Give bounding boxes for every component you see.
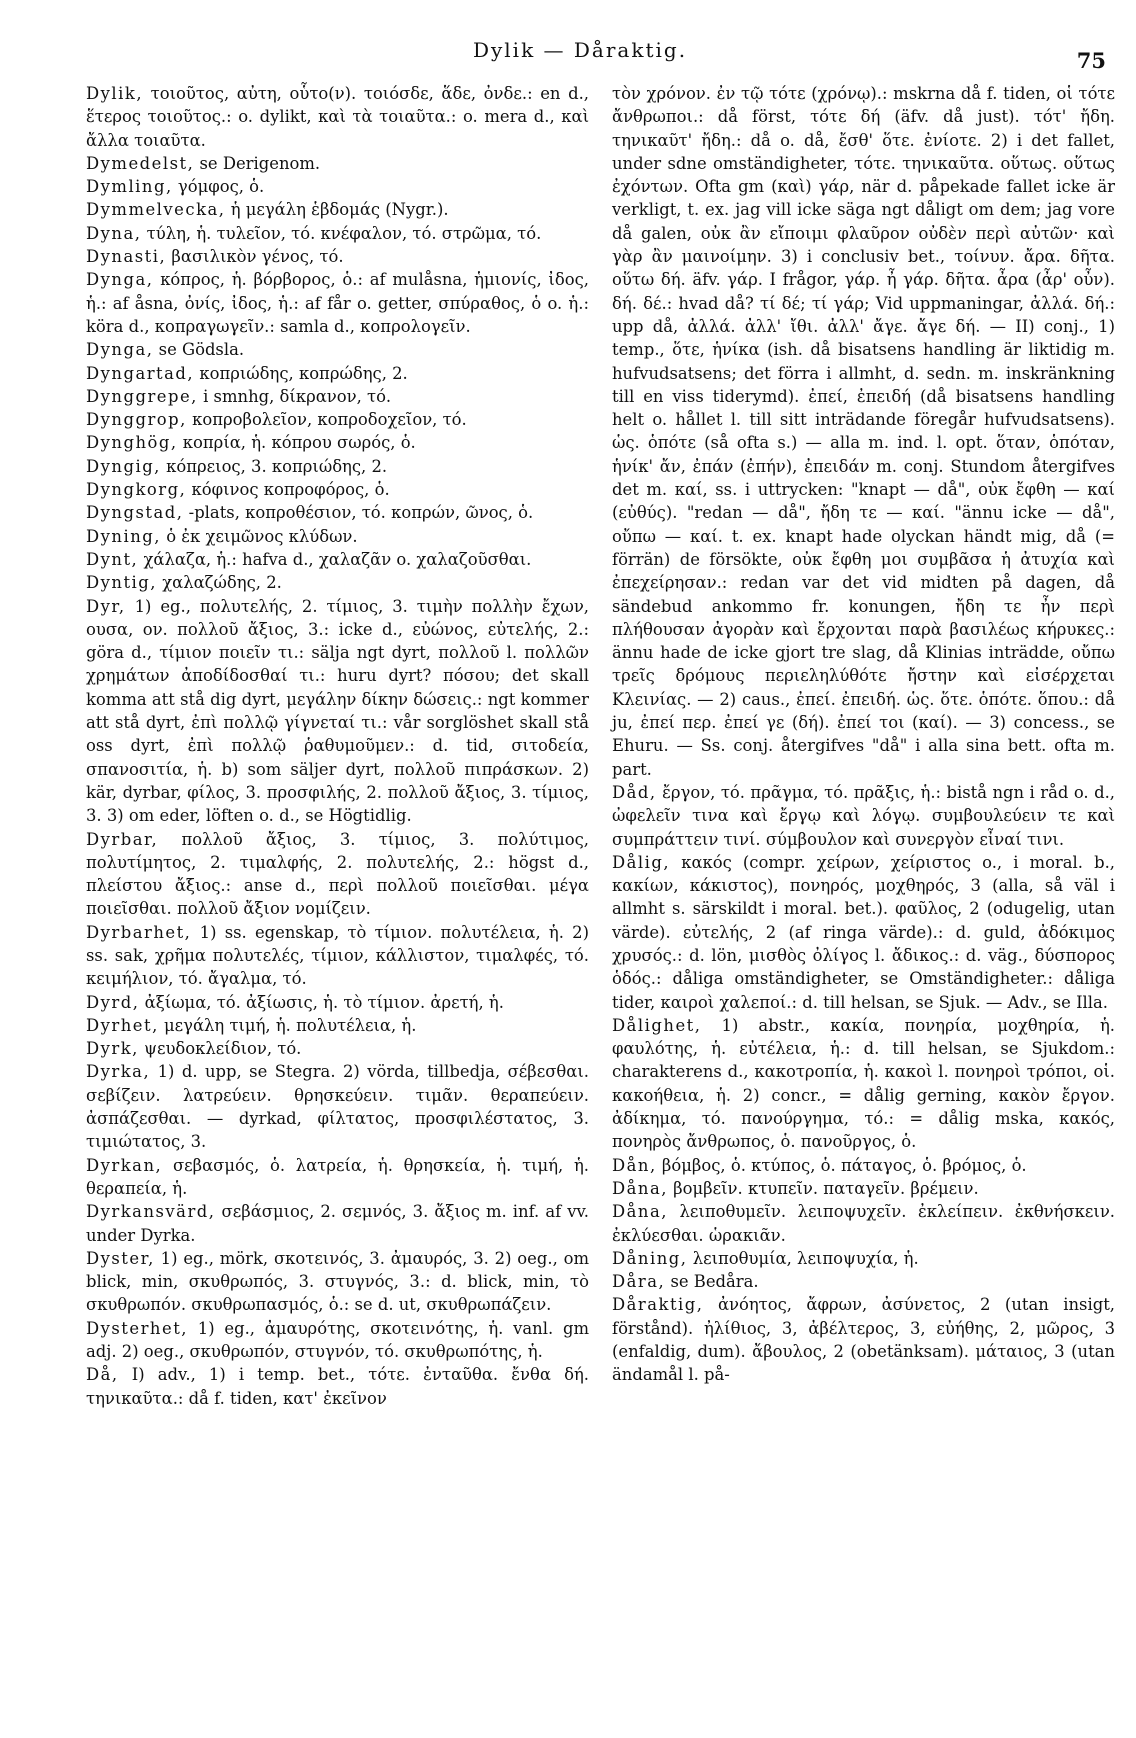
entry-text: πολλοῦ ἄξιος, 3. τίμιος, 3. πολύτιμος, πολυτίμητος, 2. τιμαλφής, 2. πολυτελής, 2.: högst d., πλείστου ἄξιος.: anse d., περὶ πολλοῦ ποιεῖσθαι. μέγα ποιεῖσθαι. πολλοῦ ἄξιον νομίζειν.: [86, 829, 589, 919]
entry-headword: Dyster,: [86, 1248, 155, 1268]
entry-headword: Dynga,: [86, 340, 154, 360]
entry-text: -plats, κοπροθέσιον, τό. κοπρών, ῶνος, ὁ.: [188, 503, 534, 523]
entry-headword: Dyning,: [86, 526, 161, 546]
dictionary-entry: [612, 1154, 1115, 1177]
entry-text: ψευδοκλείδιον, τό.: [144, 1039, 302, 1059]
dictionary-entry: [612, 1270, 1115, 1293]
entry-headword: Dyrkansvärd,: [86, 1202, 216, 1222]
entry-headword: Dyngstad,: [86, 503, 184, 523]
dictionary-entry: [86, 525, 589, 548]
entry-text: 1) d. upp, se Stegra. 2) vörda, tillbedja, σέβεσθαι. σεβίζειν. λατρεύειν. θρησκεύειν. τιμᾶν. θεραπεύειν. ἀσπάζεσθαι. — dyrkad, φίλτατος, προσφιλέστατος, 3. τιμιώτατος, 3.: [86, 1062, 589, 1152]
dictionary-entry: [86, 991, 589, 1014]
dictionary-entry: [86, 1317, 589, 1364]
entry-text: 1) eg., ἀμαυρότης, σκοτεινότης, ἡ. vanl. gm adj. 2) oeg., σκυθρωπόν, στυγνόν, τό. σκυθρωπότης, ἡ.: [86, 1318, 589, 1362]
entry-headword: Dymling,: [86, 177, 173, 197]
entry-headword: Dynga,: [86, 270, 154, 290]
dictionary-entry: [612, 82, 1115, 781]
entry-headword: Dåna,: [612, 1178, 668, 1198]
dictionary-entry: [86, 828, 589, 921]
dictionary-entry: [86, 478, 589, 501]
entry-headword: Dymedelst,: [86, 153, 195, 173]
dictionary-entry: [86, 175, 589, 198]
entry-text: σεβάσμιος, 2. σεμνός, 3. ἄξιος m. inf. af vv. under Dyrka.: [86, 1202, 589, 1245]
entry-text: τύλη, ἡ. τυλεῖον, τό. κνέφαλον, τό. στρῶμα, τό.: [146, 223, 542, 243]
dictionary-entry: [86, 1247, 589, 1317]
running-head: Dylik — Dåraktig.: [472, 38, 688, 62]
entry-headword: Dyngkorg,: [86, 480, 187, 500]
dictionary-entry: [86, 362, 589, 385]
entry-text: βομβεῖν. κτυπεῖν. παταγεῖν. βρέμειν.: [673, 1178, 979, 1198]
dictionary-entry: [86, 431, 589, 454]
entry-headword: Dynghög,: [86, 433, 178, 453]
entry-headword: Dyngartad,: [86, 363, 195, 383]
entry-text: 1) eg., mörk, σκοτεινός, 3. ἀμαυρός, 3. 2) oeg., om blick, min, σκυθρωπός, 3. στυγνός, 3.: d. blick, min, τὸ σκυθρωπόν. σκυθρωπασμός, ὁ.: se d. ut, σκυθρωπάζειν.: [86, 1248, 590, 1315]
entry-text: se Bedåra.: [670, 1272, 759, 1292]
entry-headword: Dysterhet,: [86, 1318, 188, 1338]
entry-text: τοιοῦτος, αὐτη, οὗτο(ν). τοιόσδε, ἅδε, ὀνδε.: en d., ἕτερος τοιοῦτος.: o. dylikt, καὶ τὰ τοιαῦτα.: o. mera d., καὶ ἄλλα τοιαῦτα.: [86, 84, 589, 150]
entry-headword: Dyrbarhet,: [86, 922, 192, 942]
page-number: 75: [1076, 48, 1106, 73]
dictionary-entry: [86, 82, 589, 152]
entry-text: κοπρία, ἡ. κόπρου σωρός, ὁ.: [182, 433, 416, 453]
dictionary-entry: [86, 1363, 589, 1410]
entry-headword: Dyrd,: [86, 992, 140, 1012]
entry-headword: Dålighet,: [612, 1015, 702, 1035]
entry-headword: Dynggrop,: [86, 410, 187, 430]
entry-headword: Dyna,: [86, 223, 142, 243]
entry-headword: Dåning,: [612, 1248, 688, 1268]
entry-text: 1) abstr., κακία, πονηρία, μοχθηρία, ἡ. φαυλότης, ἡ. εὐτέλεια, ἡ.: d. till helsan, se Sjukdom.: charakterens d., κακοτροπία, ἡ. κακοὶ l. πονηροὶ τρόποι, οἱ. κακοήθεια, ἡ. 2) concr., = dålig gerning, κακὸν ἔργον. ἀδίκημα, τό. πανούργημα, τό.: = dålig mska, κακός, πονηρὸς ἄνθρωπος, ὁ. πανοῦργος, ὁ.: [612, 1015, 1115, 1152]
entry-headword: Dåna,: [612, 1202, 668, 1222]
entry-headword: Dyrbar,: [86, 829, 159, 849]
dictionary-entry: [612, 851, 1115, 1014]
entry-headword: Dymmelvecka,: [86, 200, 226, 220]
dictionary-entry: [612, 1293, 1115, 1386]
dictionary-entry: [86, 595, 589, 828]
entry-text: μεγάλη τιμή, ἡ. πολυτέλεια, ἡ.: [164, 1015, 417, 1035]
dictionary-entry: [612, 1014, 1115, 1154]
entry-text: ἡ μεγάλη ἑβδομάς (Nygr.).: [230, 200, 449, 220]
entry-headword: Dynt,: [86, 549, 139, 569]
dictionary-entry: [86, 198, 589, 221]
entry-text: ἔργον, τό. πρᾶγμα, τό. πρᾶξις, ἡ.: bistå ngn i råd o. d., ὠφελεῖν τινα καὶ ἔργῳ καὶ λόγῳ. συμβουλεύειν τε καὶ συμπράττειν τινί. σύμβουλον καὶ συνεργὸν εἶναί τινι.: [612, 782, 1115, 849]
entry-headword: Dån,: [612, 1155, 657, 1175]
dictionary-entry: [86, 152, 589, 175]
dictionary-entry: [86, 245, 589, 268]
entry-text: ὁ ἐκ χειμῶνος κλύδων.: [166, 526, 358, 546]
left-column: [86, 82, 589, 1410]
entry-text: κοπροβολεῖον, κοπροδοχεῖον, τό.: [192, 410, 467, 430]
entry-text: βασιλικὸν γένος, τό.: [171, 247, 344, 267]
entry-headword: Dyrhet,: [86, 1015, 159, 1035]
dictionary-entry: [86, 408, 589, 431]
entry-text: se Derigenom.: [199, 153, 321, 173]
dictionary-entry: [612, 781, 1115, 851]
entry-headword: Dyrk,: [86, 1039, 139, 1059]
entry-text: γόμφος, ὁ.: [177, 177, 265, 197]
entry-headword: Dåra,: [612, 1272, 666, 1292]
entry-text: κοπριώδης, κοπρώδης, 2.: [199, 363, 408, 383]
dictionary-entry: [86, 1200, 589, 1247]
dictionary-entry: [612, 1200, 1115, 1247]
right-column: [612, 82, 1115, 1387]
entry-headword: Dåraktig,: [612, 1295, 704, 1315]
entry-text: βόμβος, ὁ. κτύπος, ὁ. πάταγος, ὁ. βρόμος, ὁ.: [661, 1155, 1027, 1175]
dictionary-entry: [86, 1154, 589, 1201]
dictionary-entry: [86, 338, 589, 361]
entry-text: τὸν χρόνον. ἐν τῷ τότε (χρόνῳ).: mskrna då f. tiden, οἱ τότε ἄνθρωποι.: då först, τότε δή (äfv. då just). τότ' ἤδη. τηνικαῦτ' ἤδη.: då o. då, ἔσθ' ὅτε. ἐνίοτε. 2) i det fallet, under sdne omständigheter, τότε. τηνικαῦτα. οὕτως. οὕτως ἐχόντων. Ofta gm (καὶ) γάρ, när d. påpekade fallet icke är verkligt, t. ex. jag vill icke säga ngt dåligt om dem; jag vore då galen, οὐκ ἂν εἴποιμι φλαῦρον οὐδὲν περὶ αὐτῶν· καὶ γὰρ ἂν μαινοίμην. 3) i conclusiv bet., τοίνυν. ἄρα. δῆτα. οὕτω δή. äfv. γάρ. I frågor, γάρ. ἦ γάρ. δῆτα. ἆρα (ἆρ' οὖν). δή. δέ.: hvad då? τί δέ; τί γάρ; Vid uppmaningar, ἀλλά. δή.: upp då, ἀλλά. ἀλλ' ἴθι. ἀλλ' ἄγε. ἄγε δή. — II) conj., 1) temp., ὅτε, ἡνίκα (ish. då bisatsens handling är liktidig m. hufvudsatsens; det förra i allmht, d. sedn. m. inskränkning till en viss tiderymd). ἐπεί, ἐπειδή (då bisatsens handling helt o. hållet l. till sitt inträdande föregår hufvudsatsens). ὡς. ὁπότε (så ofta s.) — alla m. ind. l. opt. ὅταν, ὁπόταν, ἡνίκ' ἄν, ἐπάν (ἐπήν), ἐπειδάν m. conj. Stundom återgifves det m. καί, ss. i uttrycken: "knapt — då", οὐκ ἔφθη — καί (εὐθύς). "redan — då", ἤδη τε — καί. "ännu icke — då", οὔπω — καί. t. ex. knapt hade olyckan händt mig, då (= förrän) de försökte, οὐκ ἔφθη μοι συμβᾶσα ἡ ἀτυχία καὶ ἐπεχείρησαν.: redan var det vid midten på dagen, då sändebud ankommo fr. konungen, ἤδη τε ἦν περὶ πλήθουσαν ἀγορὰν καὶ ἔρχονται παρὰ βασιλέως κήρυκες.: ännu hade de icke gjort tre slag, då Klinias inträdde, οὔπω τρεῖς δρόμους περιεληλύθότε ἤστην καὶ εἰσέρχεται Κλεινίας. — 2) caus., ἐπεί. ἐπειδή. ὡς. ὅτε. ὁπότε. ὅπου.: då ju, ἐπεί περ. ἐπεί γε (δή). ἐπεί τοι (καί). — 3) concess., se Ehuru. — Ss. conj. återgifves "då" i alla sina bett. ofta m. part.: [612, 84, 1115, 779]
entry-text: i smnhg, δίκρανον, τό.: [203, 386, 392, 406]
entry-headword: Dyrka,: [86, 1062, 151, 1082]
entry-text: σεβασμός, ὁ. λατρεία, ἡ. θρησκεία, ἡ. τιμή, ἡ. θεραπεία, ἡ.: [86, 1155, 589, 1198]
dictionary-entry: [86, 222, 589, 245]
entry-headword: Dyrkan,: [86, 1155, 163, 1175]
dictionary-entry: [86, 501, 589, 524]
entry-text: χαλαζώδης, 2.: [162, 573, 282, 593]
entry-text: κόφινος κοπροφόρος, ὁ.: [191, 480, 390, 500]
entry-text: I) adv., 1) i temp. bet., τότε. ἐνταῦθα. ἔνθα δή. τηνικαῦτα.: då f. tiden, κατ' ἐκεῖνον: [86, 1365, 589, 1408]
dictionary-entry: [612, 1247, 1115, 1270]
entry-text: κόπρος, ἡ. βόρβορος, ὁ.: af mulåsna, ἡμιονίς, ἰδος, ἡ.: af åsna, ὀνίς, ἰδος, ἡ.: af får o. getter, σπύραθος, ὁ o. ἡ.: köra d., κοπραγωγεῖν.: samla d., κοπρολογεῖν.: [86, 270, 589, 336]
dictionary-entry: [86, 921, 589, 991]
entry-text: ἀνόητος, ἄφρων, ἀσύνετος, 2 (utan insigt, förstånd). ἠλίθιος, 3, ἀβέλτερος, 3, εὐήθης, 2, μῶρος, 3 (enfaldig, dum). ἄβουλος, 2 (obetänksam). μάταιος, 3 (utan ändamål l. på-: [612, 1295, 1115, 1385]
dictionary-entry: [612, 1177, 1115, 1200]
entry-headword: Dyngig,: [86, 456, 161, 476]
entry-text: χάλαζα, ἡ.: hafva d., χαλαζᾶν o. χαλαζοῦσθαι.: [143, 549, 532, 569]
entry-text: λειποθυμία, λειποψυχία, ἡ.: [692, 1248, 919, 1268]
entry-headword: Dyntig,: [86, 573, 157, 593]
entry-headword: Dåd,: [612, 782, 657, 802]
entry-text: 1) ss. egenskap, τὸ τίμιον. πολυτέλεια, ἡ. 2) ss. sak, χρῆμα πολυτελές, τίμιον, κάλλιστον, τιμαλφές, τό. κειμήλιον, τό. ἄγαλμα, τό.: [86, 922, 589, 989]
dictionary-entry: [86, 1014, 589, 1037]
dictionary-entry: [86, 385, 589, 408]
entry-text: se Gödsla.: [158, 340, 245, 360]
entry-headword: Då,: [86, 1365, 119, 1385]
dictionary-entry: [86, 1037, 589, 1060]
entry-headword: Dyr,: [86, 596, 126, 616]
entry-text: 1) eg., πολυτελής, 2. τίμιος, 3. τιμὴν πολλὴν ἔχων, ουσα, ον. πολλοῦ ἄξιος, 3.: icke d., εὐώνος, εὐτελής, 2.: göra d., τίμιον ποιεῖν τι.: sälja ngt dyrt, πολλοῦ l. πολλῶν χρημάτων ἀποδίδοσθαί τι.: huru dyrt? πόσου; det skall komma att stå dig dyrt, μεγάλην δίκην δώσεις.: ngt kommer att stå dyrt, ἐπὶ πολλῷ γίγνεταί τι.: vår sorglöshet skall stå oss dyrt, ἐπὶ πολλῷ ῥαθυμοῦμεν.: d. tid, σιτοδεία, σπανοσιτία, ἡ. b) som säljer dyrt, πολλοῦ πιπράσκων. 2) kär, dyrbar, φίλος, 3. προσφιλής, 2. πολλοῦ ἄξιος, 3. τίμιος, 3. 3) om eder, löften o. d., se Högtidlig.: [86, 596, 589, 826]
entry-text: κόπρειος, 3. κοπριώδης, 2.: [166, 456, 388, 476]
entry-headword: Dylik,: [86, 84, 144, 103]
entry-text: ἀξίωμα, τό. ἀξίωσις, ἡ. τὸ τίμιον. ἀρετή, ἡ.: [144, 992, 504, 1012]
dictionary-entry: [86, 268, 589, 338]
dictionary-entry: [86, 548, 589, 571]
entry-headword: Dynggrepe,: [86, 386, 198, 406]
entry-text: λειποθυμεῖν. λειποψυχεῖν. ἐκλείπειν. ἐκθνήσκειν. ἐκλύεσθαι. ὡρακιᾶν.: [612, 1202, 1115, 1245]
entry-text: κακός (compr. χείρων, χείριστος o., i moral. b., κακίων, κάκιστος), πονηρός, μοχθηρός, 3 (alla, så väl i allmht s. särskildt i moral. bet.). φαῦλος, 2 (odugelig, utan värde). εὐτελής, 2 (af ringa värde).: d. guld, ἀδόκιμος χρυσός.: d. lön, μισθὸς ὀλίγος l. ἄδικος.: d. väg., δύσπορος ὁδός.: dåliga omständigheter, se Omständigheter.: dåliga tider, καιροὶ χαλεποί.: d. till helsan, se Sjuk. — Adv., se Illa.: [612, 852, 1115, 1012]
dictionary-entry: [86, 1060, 589, 1153]
entry-headword: Dynasti,: [86, 247, 167, 267]
dictionary-entry: [86, 455, 589, 478]
dictionary-entry: [86, 571, 589, 594]
entry-headword: Dålig,: [612, 852, 671, 872]
